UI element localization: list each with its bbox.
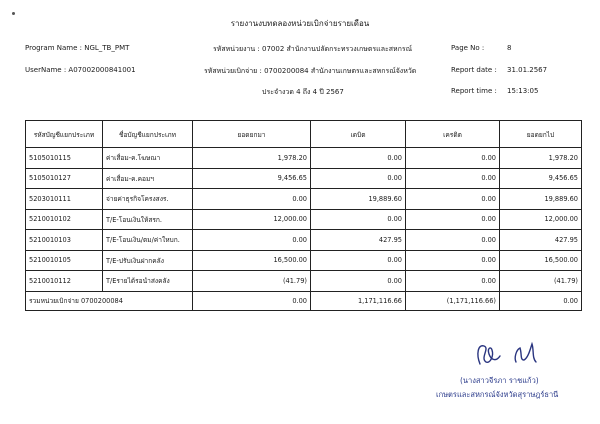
table-row [26, 148, 582, 169]
program-name: Program Name : NGL_TB_PMT [25, 44, 130, 52]
credit: 0.00 [406, 189, 500, 210]
table-row [26, 209, 582, 230]
report-time-label: Report time : [451, 87, 497, 95]
closing-balance: 9,456.65 [500, 168, 582, 189]
account-name: T/E-ปรับเงินฝากคลัง [103, 250, 193, 271]
signatory-name: (นางสาวจีรภา ราชแก้ว) [460, 376, 539, 385]
report-date-label: Report date : [451, 66, 497, 74]
opening-balance: 0.00 [193, 230, 311, 251]
closing-balance: 16,500.00 [500, 250, 582, 271]
report-time-value: 15:13:05 [507, 87, 539, 95]
report-title: รายงานงบทดลองหน่วยเบิกจ่ายรายเดือน [230, 19, 370, 28]
table-row [26, 250, 582, 271]
account-name: ค่าเสื่อม-ค.โฆษณา [103, 148, 193, 169]
debit: 427.95 [311, 230, 406, 251]
account-code: 5210010102 [26, 209, 103, 230]
closing-balance: 1,978.20 [500, 148, 582, 169]
signatory-organization: เกษตรและสหกรณ์จังหวัดสุราษฎร์ธานี [436, 390, 559, 399]
header-account-code: รหัสบัญชีแยกประเภท [26, 121, 103, 148]
account-name: T/Eรายได้รอนำส่งคลัง [103, 271, 193, 292]
report-date-value: 31.01.2567 [507, 66, 548, 74]
total-opening-balance: 0.00 [193, 291, 311, 310]
credit: 0.00 [406, 148, 500, 169]
username: UserName : A07002000841001 [25, 66, 136, 74]
credit: 0.00 [406, 209, 500, 230]
account-name: จ่ายค่าธุรกิจโครงสงร. [103, 189, 193, 210]
header-opening-balance: ยอดยกมา [193, 121, 311, 148]
account-code: 5105010115 [26, 148, 103, 169]
page-no-label: Page No : [451, 44, 485, 52]
account-code: 5210010103 [26, 230, 103, 251]
header-closing-balance: ยอดยกไป [500, 121, 582, 148]
opening-balance: 9,456.65 [193, 168, 311, 189]
total-debit: 1,171,116.66 [311, 291, 406, 310]
opening-balance: 16,500.00 [193, 250, 311, 271]
opening-balance: 12,000.00 [193, 209, 311, 230]
account-name: T/E-โอนเงิน/ตม/ค่าใหบก. [103, 230, 193, 251]
account-name: T/E-โอนเงินให้สรก. [103, 209, 193, 230]
table-header-row [26, 121, 582, 148]
opening-balance: (41.79) [193, 271, 311, 292]
total-label: รวมหน่วยเบิกจ่าย 0700200084 [26, 291, 193, 310]
table-row [26, 230, 582, 251]
account-code: 5210010112 [26, 271, 103, 292]
scan-mark [12, 12, 15, 15]
closing-balance: 19,889.60 [500, 189, 582, 210]
account-name: ค่าเสื่อม-ค.คอมฯ [103, 168, 193, 189]
debit: 0.00 [311, 209, 406, 230]
credit: 0.00 [406, 271, 500, 292]
total-closing-balance: 0.00 [500, 291, 582, 310]
credit: 0.00 [406, 230, 500, 251]
debit: 19,889.60 [311, 189, 406, 210]
opening-balance: 0.00 [193, 189, 311, 210]
disbursing-unit: รหัสหน่วยเบิกจ่าย : 0700200084 สำนักงานเกษตรและสหกรณ์จังหวัด [204, 67, 417, 75]
handwritten-signature [470, 336, 560, 372]
total-row [26, 291, 582, 310]
account-code: 5210010105 [26, 250, 103, 271]
debit: 0.00 [311, 271, 406, 292]
account-code: 5203010111 [26, 189, 103, 210]
period: ประจำงวด 4 ถึง 4 ปี 2567 [262, 88, 344, 96]
header-credit: เครดิต [406, 121, 500, 148]
closing-balance: 12,000.00 [500, 209, 582, 230]
debit: 0.00 [311, 250, 406, 271]
page-no-value: 8 [507, 44, 512, 52]
trial-balance-table [25, 120, 582, 311]
credit: 0.00 [406, 250, 500, 271]
closing-balance: 427.95 [500, 230, 582, 251]
header-account-name: ชื่อบัญชีแยกประเภท [103, 121, 193, 148]
header-debit: เดบิต [311, 121, 406, 148]
account-code: 5105010127 [26, 168, 103, 189]
closing-balance: (41.79) [500, 271, 582, 292]
table-row [26, 189, 582, 210]
table-row [26, 271, 582, 292]
debit: 0.00 [311, 148, 406, 169]
opening-balance: 1,978.20 [193, 148, 311, 169]
agency-code: รหัสหน่วยงาน : 07002 สำนักงานปลัดกระทรวงเกษตรและสหกรณ์ [213, 45, 413, 53]
total-credit: (1,171,116.66) [406, 291, 500, 310]
credit: 0.00 [406, 168, 500, 189]
table-row [26, 168, 582, 189]
debit: 0.00 [311, 168, 406, 189]
